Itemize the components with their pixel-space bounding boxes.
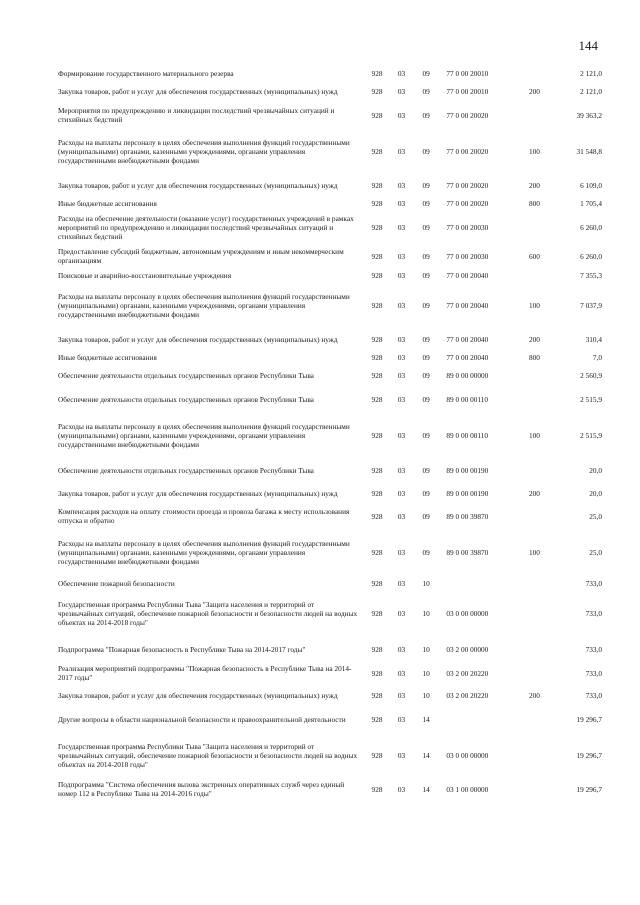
row-code: 928 xyxy=(371,146,383,156)
row-name: Закупка товаров, работ и услуг для обеспечения государственных (муниципальных) нужд xyxy=(58,86,338,96)
table-row xyxy=(58,576,602,590)
row-section: 03 xyxy=(397,198,406,208)
row-subsection: 10 xyxy=(422,608,430,618)
row-expense-type xyxy=(520,706,549,732)
row-name: Иные бюджетные ассигнования xyxy=(58,198,157,208)
table-row xyxy=(58,732,602,778)
table-row xyxy=(58,458,602,482)
table-row xyxy=(58,662,602,684)
row-subsection: 09 xyxy=(422,68,430,78)
row-section: 03 xyxy=(397,300,406,310)
row-name: Закупка товаров, работ и услуг для обеспечения государственных (муниципальных) нужд xyxy=(58,180,338,190)
row-section: 03 xyxy=(397,714,406,724)
row-section: 03 xyxy=(397,784,406,794)
row-target-article: 03 0 00 00000 xyxy=(446,608,489,618)
row-expense-type xyxy=(520,102,549,128)
row-code: 928 xyxy=(371,270,383,280)
row-expense-type xyxy=(520,66,549,80)
row-name: Расходы на выплаты персоналу в целях обеспечения выполнения функций государственными (муниципальными) органами, казенными учреждениями, органами управления государственными внебюджетными фондами xyxy=(58,421,350,449)
row-subsection: 09 xyxy=(422,86,430,96)
row-target-article: 03 2 00 20220 xyxy=(446,668,489,678)
row-section: 03 xyxy=(397,222,406,232)
table-row xyxy=(58,504,602,528)
row-section: 03 xyxy=(397,110,406,120)
row-name: Расходы на выплаты персоналу в целях обеспечения выполнения функций государственными (муниципальными) органами, казенными учреждениями, органами управления государственными внебюджетными фондами xyxy=(58,291,350,319)
page-number: 144 xyxy=(578,38,598,53)
row-expense-type: 200 xyxy=(528,488,540,498)
row-name: Мероприятия по предупреждению и ликвидации последствий чрезвычайных ситуаций и стихийных бедствий xyxy=(58,106,335,124)
row-subsection: 09 xyxy=(422,547,430,557)
row-section: 03 xyxy=(397,146,406,156)
row-expense-type: 800 xyxy=(528,352,540,362)
row-target-article: 03 2 00 20220 xyxy=(446,690,489,700)
row-amount: 6 260,0 xyxy=(580,222,602,232)
row-target-article: 89 0 00 39870 xyxy=(446,547,489,557)
row-code: 928 xyxy=(371,430,383,440)
row-amount: 7 037,9 xyxy=(580,300,602,310)
row-expense-type: 100 xyxy=(528,430,540,440)
row-expense-type: 600 xyxy=(528,251,540,261)
row-expense-type: 200 xyxy=(528,86,540,96)
row-amount: 31 548,8 xyxy=(576,146,602,156)
row-name: Государственная программа Республики Тыва "Защита населения и территорий от чрезвычайных ситуаций, обеспечение пожарной безопасности и безопасности людей на водных объектах на 2014-2018 годы" xyxy=(58,741,358,769)
row-subsection: 09 xyxy=(422,511,430,521)
row-subsection: 09 xyxy=(422,465,430,475)
row-amount: 733,0 xyxy=(585,608,602,618)
row-code: 928 xyxy=(371,334,383,344)
table-row xyxy=(58,244,602,268)
table-row xyxy=(58,282,602,328)
row-subsection: 09 xyxy=(422,300,430,310)
row-target-article xyxy=(438,706,520,732)
table-row xyxy=(58,80,602,102)
row-section: 03 xyxy=(397,465,406,475)
row-amount: 25,0 xyxy=(589,511,602,521)
row-subsection: 09 xyxy=(422,488,430,498)
row-subsection: 09 xyxy=(422,270,430,280)
row-code: 928 xyxy=(371,668,383,678)
row-expense-type: 800 xyxy=(528,198,540,208)
row-amount: 2 515,9 xyxy=(580,430,602,440)
row-target-article: 77 0 00 20040 xyxy=(446,300,489,310)
row-expense-type xyxy=(520,636,549,662)
row-code: 928 xyxy=(371,547,383,557)
table-row xyxy=(58,684,602,706)
row-target-article: 77 0 00 20040 xyxy=(446,334,489,344)
row-code: 928 xyxy=(371,370,383,380)
row-expense-type xyxy=(520,778,549,800)
row-name: Подпрограмма "Пожарная безопасность в Республике Тыва на 2014-2017 годы" xyxy=(58,644,306,654)
row-target-article: 77 0 00 20010 xyxy=(446,68,489,78)
row-name: Обеспечение деятельности отдельных государственных органов Республики Тыва xyxy=(58,394,314,404)
row-code: 928 xyxy=(371,222,383,232)
row-name: Обеспечение деятельности отдельных государственных органов Республики Тыва xyxy=(58,465,314,475)
row-subsection: 09 xyxy=(422,222,430,232)
table-row xyxy=(58,412,602,458)
row-code: 928 xyxy=(371,68,383,78)
row-amount: 733,0 xyxy=(585,690,602,700)
table-row xyxy=(58,528,602,576)
row-amount: 733,0 xyxy=(585,644,602,654)
row-code: 928 xyxy=(371,784,383,794)
row-amount: 7 355,3 xyxy=(580,270,602,280)
row-amount: 6 260,0 xyxy=(580,251,602,261)
table-row xyxy=(58,706,602,732)
row-expense-type xyxy=(520,364,549,386)
row-code: 928 xyxy=(371,578,383,588)
row-subsection: 09 xyxy=(422,251,430,261)
row-expense-type: 100 xyxy=(528,547,540,557)
row-target-article: 77 0 00 20040 xyxy=(446,270,489,280)
row-amount: 310,4 xyxy=(585,334,602,344)
row-expense-type xyxy=(520,732,549,778)
row-amount: 25,0 xyxy=(589,547,602,557)
row-subsection: 09 xyxy=(422,146,430,156)
row-amount: 20,0 xyxy=(589,488,602,498)
row-subsection: 09 xyxy=(422,394,430,404)
row-name: Закупка товаров, работ и услуг для обеспечения государственных (муниципальных) нужд xyxy=(58,334,338,344)
row-name: Государственная программа Республики Тыва "Защита населения и территорий от чрезвычайных ситуаций, обеспечение пожарной безопасности и безопасности людей на водных объектах на 2014-2018 годы" xyxy=(58,599,358,627)
row-name: Реализация мероприятий подпрограммы "Пожарная безопасность в Республике Тыва на 2014-2017 годы" xyxy=(58,664,352,682)
row-target-article: 77 0 00 20030 xyxy=(446,251,489,261)
table-row xyxy=(58,268,602,282)
table-row xyxy=(58,364,602,386)
row-section: 03 xyxy=(397,180,406,190)
row-subsection: 09 xyxy=(422,430,430,440)
row-code: 928 xyxy=(371,86,383,96)
row-code: 928 xyxy=(371,251,383,261)
row-target-article xyxy=(438,576,520,590)
row-expense-type xyxy=(520,458,549,482)
table-row xyxy=(58,328,602,350)
row-amount: 6 109,0 xyxy=(580,180,602,190)
row-name: Расходы на выплаты персоналу в целях обеспечения выполнения функций государственными (муниципальными) органами, казенными учреждениями, органами управления государственными внебюджетными фондами xyxy=(58,137,350,165)
row-subsection: 14 xyxy=(422,750,430,760)
row-code: 928 xyxy=(371,300,383,310)
row-name: Поисковые и аварийно-восстановительные учреждения xyxy=(58,270,232,280)
row-target-article: 77 0 00 20020 xyxy=(446,198,489,208)
row-subsection: 10 xyxy=(422,668,430,678)
row-subsection: 09 xyxy=(422,334,430,344)
row-subsection: 09 xyxy=(422,110,430,120)
row-section: 03 xyxy=(397,578,406,588)
row-name: Расходы на выплаты персоналу в целях обеспечения выполнения функций государственными (муниципальными) органами, казенными учреждениями, органами управления государственными внебюджетными фондами xyxy=(58,538,350,566)
row-section: 03 xyxy=(397,270,406,280)
row-subsection: 10 xyxy=(422,690,430,700)
row-subsection: 09 xyxy=(422,198,430,208)
row-code: 928 xyxy=(371,750,383,760)
row-target-article: 89 0 00 39870 xyxy=(446,511,489,521)
table-row xyxy=(58,636,602,662)
row-target-article: 89 0 00 00110 xyxy=(446,430,489,440)
row-section: 03 xyxy=(397,86,406,96)
row-expense-type: 100 xyxy=(528,146,540,156)
table-row xyxy=(58,174,602,196)
budget-table xyxy=(58,66,602,800)
row-amount: 39 363,2 xyxy=(576,110,602,120)
row-amount: 2 515,9 xyxy=(580,394,602,404)
table-row xyxy=(58,66,602,80)
row-name: Формирование государственного материального резерва xyxy=(58,68,234,78)
row-section: 03 xyxy=(397,511,406,521)
row-section: 03 xyxy=(397,608,406,618)
row-name: Иные бюджетные ассигнования xyxy=(58,352,157,362)
row-section: 03 xyxy=(397,430,406,440)
row-code: 928 xyxy=(371,394,383,404)
row-section: 03 xyxy=(397,750,406,760)
row-code: 928 xyxy=(371,352,383,362)
row-code: 928 xyxy=(371,690,383,700)
row-section: 03 xyxy=(397,394,406,404)
row-target-article: 89 0 00 00190 xyxy=(446,465,489,475)
row-amount: 7,0 xyxy=(592,352,602,362)
row-amount: 2 121,0 xyxy=(580,68,602,78)
row-target-article: 77 0 00 20020 xyxy=(446,180,489,190)
row-target-article: 03 1 00 00000 xyxy=(446,784,489,794)
row-code: 928 xyxy=(371,511,383,521)
row-name: Обеспечение пожарной безопасности xyxy=(58,578,175,588)
row-section: 03 xyxy=(397,352,406,362)
row-subsection: 09 xyxy=(422,352,430,362)
table-row xyxy=(58,386,602,412)
row-name: Закупка товаров, работ и услуг для обеспечения государственных (муниципальных) нужд xyxy=(58,690,338,700)
row-code: 928 xyxy=(371,488,383,498)
row-section: 03 xyxy=(397,334,406,344)
row-subsection: 09 xyxy=(422,180,430,190)
table-row xyxy=(58,590,602,636)
row-amount: 733,0 xyxy=(585,668,602,678)
row-target-article: 89 0 00 00190 xyxy=(446,488,489,498)
row-target-article: 77 0 00 20020 xyxy=(446,146,489,156)
row-name: Предоставление субсидий бюджетным, автономным учреждениям и иным некоммерческим организациям xyxy=(58,247,344,265)
row-name: Подпрограмма "Система обеспечения вызова экстренных оперативных служб через единый номер 112 в Республике Тыва на 2014-2016 годы" xyxy=(58,780,345,798)
table-row xyxy=(58,196,602,210)
row-subsection: 14 xyxy=(422,714,430,724)
row-expense-type xyxy=(520,268,549,282)
row-target-article: 77 0 00 20010 xyxy=(446,86,489,96)
row-code: 928 xyxy=(371,608,383,618)
row-expense-type xyxy=(520,662,549,684)
row-expense-type: 200 xyxy=(528,334,540,344)
row-amount: 19 296,7 xyxy=(576,714,602,724)
row-section: 03 xyxy=(397,668,406,678)
row-amount: 19 296,7 xyxy=(576,750,602,760)
row-code: 928 xyxy=(371,465,383,475)
row-subsection: 10 xyxy=(422,578,430,588)
row-expense-type xyxy=(520,210,549,244)
row-expense-type: 200 xyxy=(528,180,540,190)
row-expense-type xyxy=(520,576,549,590)
row-amount: 2 560,9 xyxy=(580,370,602,380)
row-amount: 20,0 xyxy=(589,465,602,475)
row-expense-type xyxy=(520,504,549,528)
row-subsection: 10 xyxy=(422,644,430,654)
table-row xyxy=(58,128,602,174)
row-code: 928 xyxy=(371,110,383,120)
row-code: 928 xyxy=(371,180,383,190)
row-subsection: 09 xyxy=(422,370,430,380)
table-row xyxy=(58,482,602,504)
row-target-article: 77 0 00 20020 xyxy=(446,110,489,120)
row-name: Компенсация расходов на оплату стоимости проезда и провоза багажа к месту использования отпуска и обратно xyxy=(58,507,350,525)
row-target-article: 03 2 00 00000 xyxy=(446,644,489,654)
row-expense-type: 200 xyxy=(528,690,540,700)
row-target-article: 77 0 00 20030 xyxy=(446,222,489,232)
row-section: 03 xyxy=(397,370,406,380)
row-section: 03 xyxy=(397,547,406,557)
table-row xyxy=(58,778,602,800)
row-target-article: 77 0 00 20040 xyxy=(446,352,489,362)
row-section: 03 xyxy=(397,68,406,78)
row-amount: 2 121,0 xyxy=(580,86,602,96)
budget-table-body xyxy=(58,66,602,800)
row-section: 03 xyxy=(397,488,406,498)
row-target-article: 89 0 00 00000 xyxy=(446,370,489,380)
row-name: Закупка товаров, работ и услуг для обеспечения государственных (муниципальных) нужд xyxy=(58,488,338,498)
row-name: Расходы на обеспечение деятельности (оказание услуг) государственных учреждений в рамках мероприятий по предупреждению и ликвидации последствий чрезвычайных ситуаций и стихийных бедствий xyxy=(58,213,354,241)
row-code: 928 xyxy=(371,198,383,208)
row-subsection: 14 xyxy=(422,784,430,794)
row-name: Обеспечение деятельности отдельных государственных органов Республики Тыва xyxy=(58,370,314,380)
row-code: 928 xyxy=(371,644,383,654)
row-amount: 19 296,7 xyxy=(576,784,602,794)
row-expense-type xyxy=(520,590,549,636)
row-section: 03 xyxy=(397,644,406,654)
row-section: 03 xyxy=(397,251,406,261)
row-expense-type: 100 xyxy=(528,300,540,310)
table-row xyxy=(58,210,602,244)
table-row xyxy=(58,102,602,128)
table-row xyxy=(58,350,602,364)
row-amount: 733,0 xyxy=(585,578,602,588)
row-name: Другие вопросы в области национальной безопасности и правоохранительной деятельности xyxy=(58,714,346,724)
row-expense-type xyxy=(520,386,549,412)
row-target-article: 03 0 00 00000 xyxy=(446,750,489,760)
row-code: 928 xyxy=(371,714,383,724)
row-section: 03 xyxy=(397,690,406,700)
row-target-article: 89 0 00 00110 xyxy=(446,394,489,404)
row-amount: 1 705,4 xyxy=(580,198,602,208)
